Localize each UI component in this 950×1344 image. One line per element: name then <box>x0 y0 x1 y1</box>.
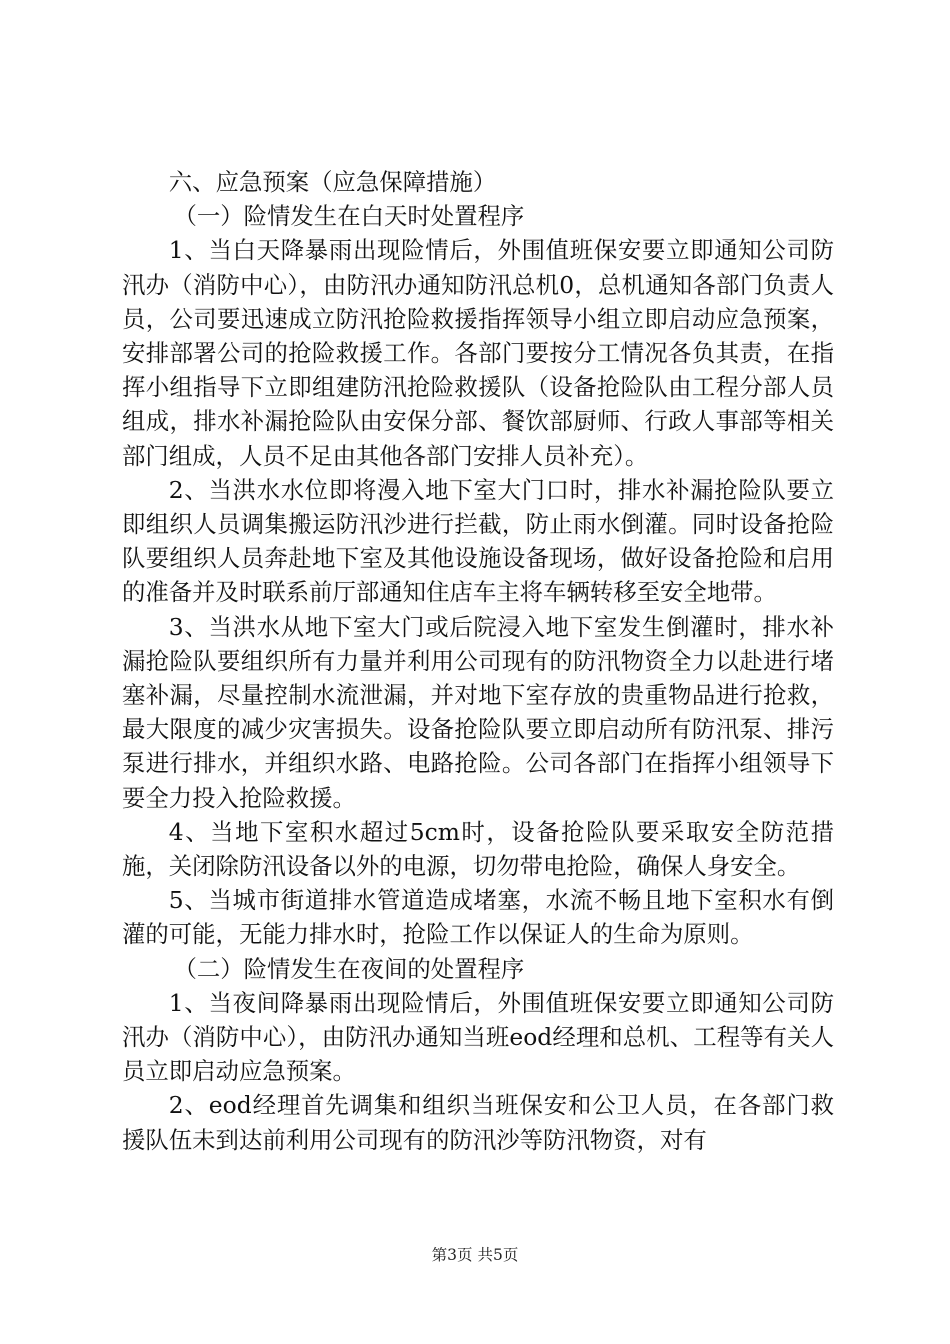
paragraph: 2、当洪水水位即将漫入地下室大门口时，排水补漏抢险队要立即组织人员调集搬运防汛沙进行拦截，防止雨水倒灌。同时设备抢险队要组织人员奔赴地下室及其他设施设备现场，做好设备抢险和启用的准备并及时联系前厅部通知住店车主将车辆转移至安全地带。 <box>122 475 834 607</box>
paragraph: （一）险情发生在白天时处置程序 <box>173 202 525 231</box>
paragraph: 3、当洪水从地下室大门或后院浸入地下室发生倒灌时，排水补漏抢险队要组织所有力量并利用公司现有的防汛物资全力以赴进行堵塞补漏，尽量控制水流泄漏，并对地下室存放的贵重物品进行抢救，最大限度的减少灾害损失。设备抢险队要立即启动所有防汛泵、排污泵进行排水，并组织水路、电路抢险。公司各部门在指挥小组领导下要全力投入抢险救援。 <box>122 612 834 812</box>
paragraph: 5、当城市街道排水管道造成堵塞，水流不畅且地下室积水有倒灌的可能，无能力排水时，抢险工作以保证人的生命为原则。 <box>122 886 834 949</box>
page-number-footer: 第3页 共5页 <box>431 1246 519 1264</box>
paragraph: 4、当地下室积水超过5cm时，设备抢险队要采取安全防范措施，关闭除防汛设备以外的电源，切勿带电抢险，确保人身安全。 <box>122 817 834 881</box>
document-body <box>122 165 834 1157</box>
paragraph: （二）险情发生在夜间的处置程序 <box>173 954 525 983</box>
paragraph: 六、应急预案（应急保障措施） <box>168 168 497 196</box>
paragraph: 1、当白天降暴雨出现险情后，外围值班保安要立即通知公司防汛办（消防中心），由防汛办通知防汛总机0，总机通知各部门负责人员，公司要迅速成立防汛抢险救援指挥领导小组立即启动应急预案，安排部署公司的抢险救援工作。各部门要按分工情况各负其责，在指挥小组指导下立即组建防汛抢险救援队（设备抢险队由工程分部人员组成，排水补漏抢险队由安保分部、餐饮部厨师、行政人事部等相关部门组成，人员不足由其他各部门安排人员补充）。 <box>122 236 834 470</box>
paragraph: 1、当夜间降暴雨出现险情后，外围值班保安要立即通知公司防汛办（消防中心），由防汛办通知当班eod经理和总机、工程等有关人员立即启动应急预案。 <box>122 988 834 1086</box>
paragraph: 2、eod经理首先调集和组织当班保安和公卫人员，在各部门救援队伍未到达前利用公司现有的防汛沙等防汛物资，对有 <box>122 1091 834 1154</box>
